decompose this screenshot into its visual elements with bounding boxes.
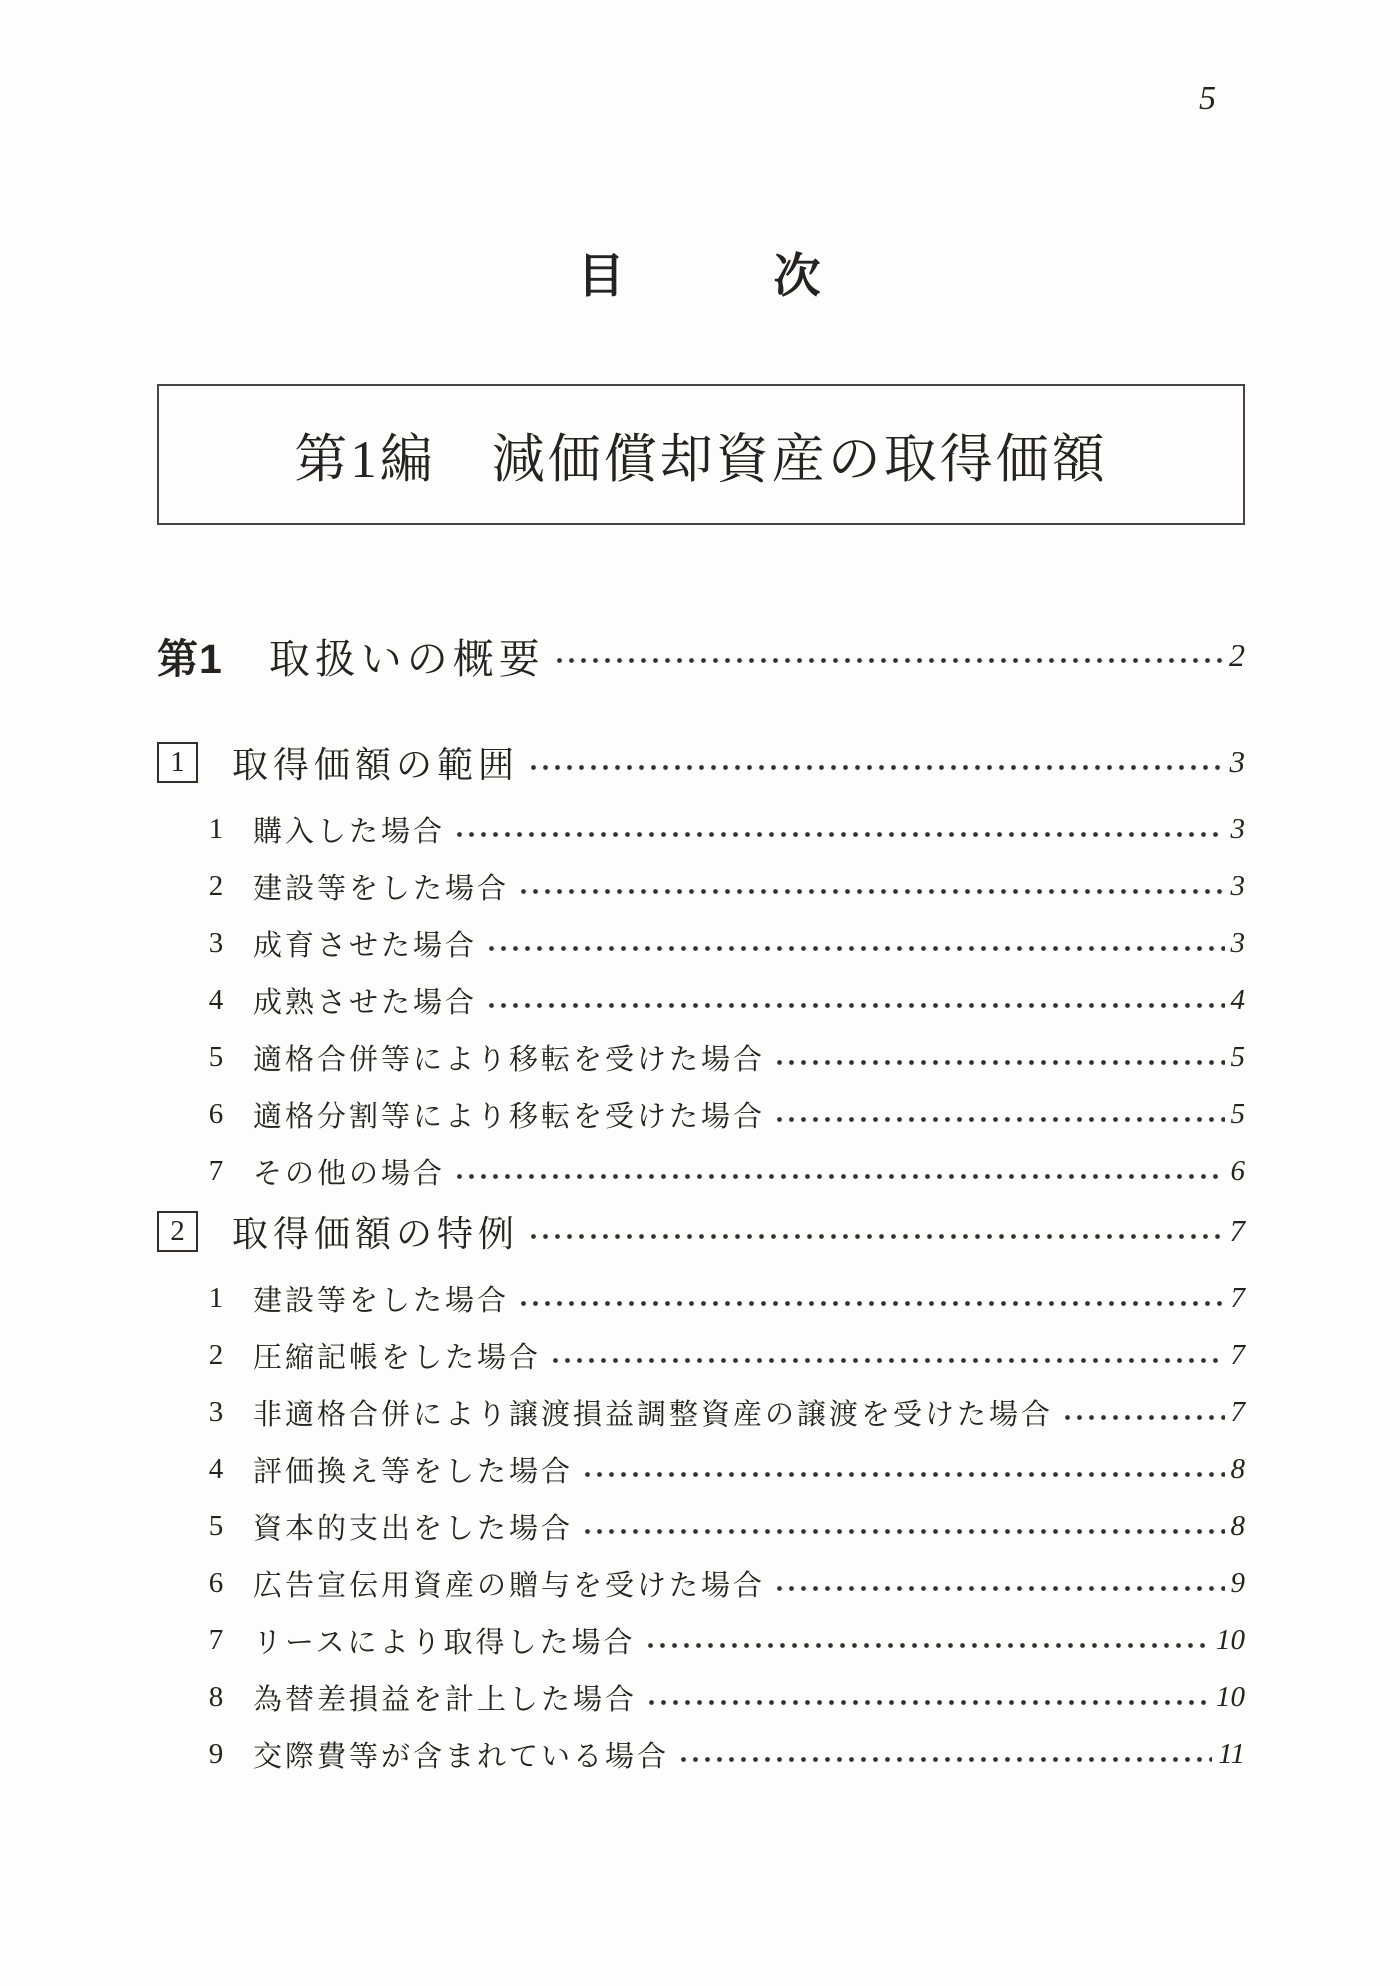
entry-title: 広告宣伝用資産の贈与を受けた場合 <box>253 1570 766 1603</box>
dot-leader <box>777 1586 1224 1591</box>
entry-title: 非適格合併により譲渡損益調整資産の譲渡を受けた場合 <box>253 1399 1054 1432</box>
entry-number: 3 <box>208 927 224 960</box>
toc-entry <box>203 858 1245 915</box>
dot-leader <box>585 1472 1224 1477</box>
section-title: 取得価額の特例 <box>232 1213 520 1254</box>
entry-title: 評価換え等をした場合 <box>253 1456 574 1489</box>
page-ref: 5 <box>1230 1098 1245 1131</box>
dot-leader <box>1065 1415 1224 1420</box>
toc-entry <box>203 1441 1245 1498</box>
dot-leader <box>521 1301 1224 1306</box>
page-ref: 2 <box>1229 636 1245 673</box>
page-ref: 8 <box>1230 1453 1245 1486</box>
entry-number: 3 <box>208 1396 224 1429</box>
section-2-items <box>157 1270 1245 1783</box>
toc-entry <box>203 1498 1245 1555</box>
chapter-heading <box>157 625 1245 685</box>
entry-number: 5 <box>208 1041 224 1074</box>
page-ref: 9 <box>1230 1567 1245 1600</box>
entry-number: 4 <box>208 1453 224 1486</box>
section-title: 取得価額の範囲 <box>232 744 520 785</box>
dot-leader <box>489 1003 1224 1008</box>
entry-number: 7 <box>208 1624 224 1657</box>
entry-title: 成育させた場合 <box>253 930 478 963</box>
entry-title: 適格合併等により移転を受けた場合 <box>253 1044 766 1077</box>
entry-number: 8 <box>208 1681 224 1714</box>
dot-leader <box>649 1700 1210 1705</box>
entry-number: 1 <box>208 1282 224 1315</box>
page-ref: 10 <box>1216 1624 1245 1657</box>
dot-leader <box>585 1529 1224 1534</box>
entry-title: その他の場合 <box>253 1158 446 1191</box>
page-ref: 6 <box>1230 1155 1245 1188</box>
toc-entry <box>203 972 1245 1029</box>
dot-leader <box>681 1757 1212 1762</box>
entry-title: 建設等をした場合 <box>253 1285 510 1318</box>
entry-number: 2 <box>208 870 224 903</box>
section-1-items <box>157 801 1245 1200</box>
toc-content <box>157 625 1245 1783</box>
dot-leader <box>457 1174 1224 1179</box>
entry-number: 7 <box>208 1155 224 1188</box>
toc-entry <box>203 1327 1245 1384</box>
toc-entry <box>203 1726 1245 1783</box>
page-ref: 3 <box>1229 744 1245 780</box>
toc-entry <box>203 1612 1245 1669</box>
dot-leader <box>531 1234 1223 1239</box>
chapter-title: 取扱いの概要 <box>268 635 545 682</box>
toc-entry <box>203 1384 1245 1441</box>
chapter-number: 第1 <box>157 635 223 682</box>
entry-number: 9 <box>208 1738 224 1771</box>
dot-leader <box>553 1358 1224 1363</box>
entry-title: 圧縮記帳をした場合 <box>253 1342 542 1375</box>
section-number-box: 2 <box>157 1211 198 1252</box>
toc-entry <box>203 801 1245 858</box>
entry-number: 6 <box>208 1098 224 1131</box>
page-ref: 7 <box>1230 1396 1245 1429</box>
toc-entry <box>203 915 1245 972</box>
entry-title: 適格分割等により移転を受けた場合 <box>253 1101 766 1134</box>
toc-title: 目 次 <box>577 249 823 302</box>
part-title: 第1編 減価償却資産の取得価額 <box>294 430 1108 489</box>
entry-title: リースにより取得した場合 <box>253 1627 636 1660</box>
dot-leader <box>557 658 1223 663</box>
dot-leader <box>521 889 1224 894</box>
part-title-box <box>157 384 1245 525</box>
page-ref: 3 <box>1230 927 1245 960</box>
page-ref: 8 <box>1230 1510 1245 1543</box>
page-ref: 5 <box>1230 1041 1245 1074</box>
entry-title: 建設等をした場合 <box>253 873 510 906</box>
page-ref: 10 <box>1216 1681 1245 1714</box>
page-ref: 7 <box>1230 1282 1245 1315</box>
entry-number: 6 <box>208 1567 224 1600</box>
toc-entry <box>203 1555 1245 1612</box>
section-number-box: 1 <box>157 742 198 783</box>
dot-leader <box>489 946 1224 951</box>
page-ref: 7 <box>1229 1213 1245 1249</box>
page-ref: 3 <box>1230 813 1245 846</box>
dot-leader <box>777 1060 1224 1065</box>
page-ref: 4 <box>1230 984 1245 1017</box>
entry-number: 5 <box>208 1510 224 1543</box>
section-heading-2 <box>157 1206 1245 1256</box>
page-ref: 11 <box>1218 1738 1245 1771</box>
section-heading-1 <box>157 737 1245 787</box>
entry-title: 交際費等が含まれている場合 <box>253 1741 670 1774</box>
toc-entry <box>203 1270 1245 1327</box>
page-ref: 3 <box>1230 870 1245 903</box>
page-number: 5 <box>1199 80 1216 117</box>
entry-number: 1 <box>208 813 224 846</box>
toc-entry <box>203 1029 1245 1086</box>
toc-entry <box>203 1669 1245 1726</box>
dot-leader <box>648 1643 1210 1648</box>
dot-leader <box>457 832 1224 837</box>
toc-entry <box>203 1143 1245 1200</box>
entry-title: 資本的支出をした場合 <box>253 1513 574 1546</box>
entry-number: 4 <box>208 984 224 1017</box>
entry-number: 2 <box>208 1339 224 1372</box>
page-ref: 7 <box>1230 1339 1245 1372</box>
dot-leader <box>531 765 1223 770</box>
dot-leader <box>777 1117 1224 1122</box>
toc-entry <box>203 1086 1245 1143</box>
entry-title: 為替差損益を計上した場合 <box>253 1684 638 1717</box>
entry-title: 成熟させた場合 <box>253 987 478 1020</box>
entry-title: 購入した場合 <box>253 816 446 849</box>
